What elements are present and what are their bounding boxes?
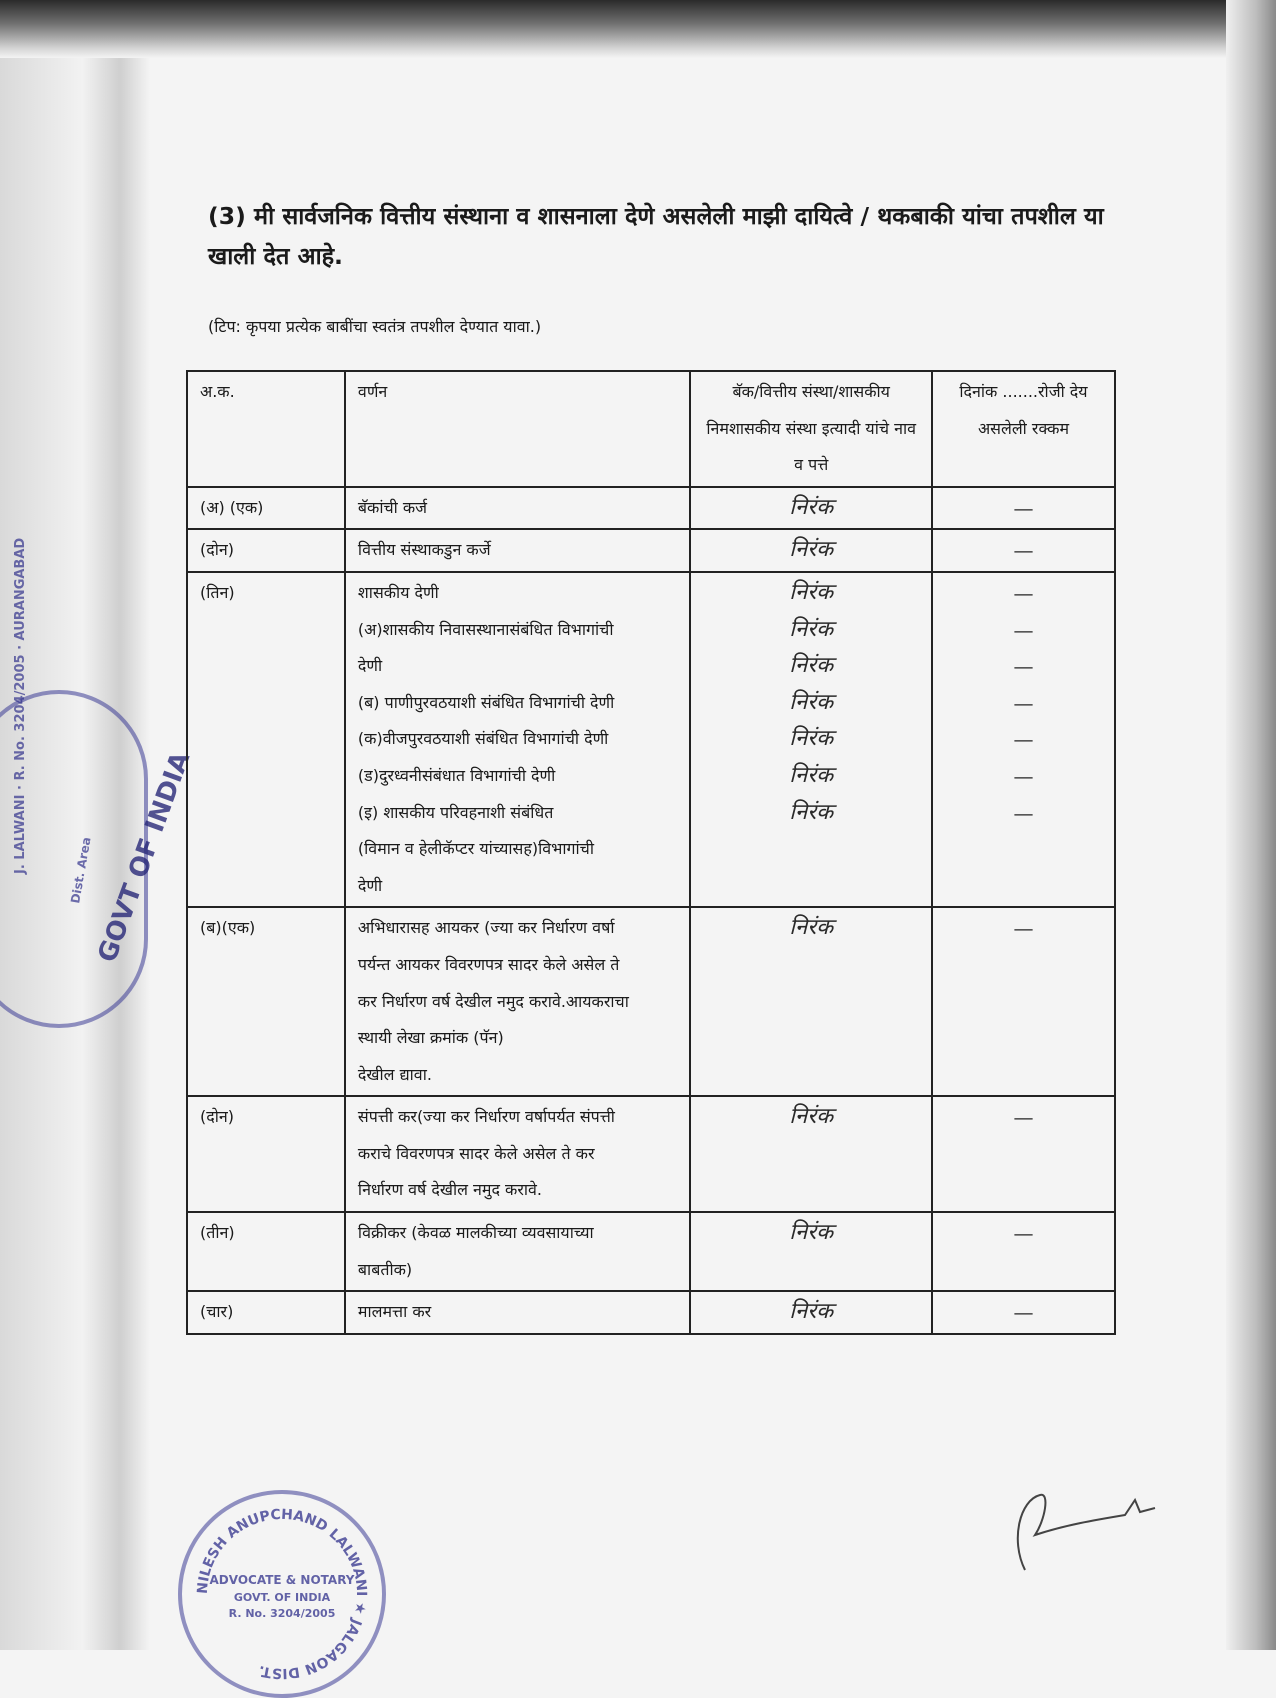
notary-stamp-bottom (178, 1490, 386, 1698)
description-line: बाबतीक) (357, 1259, 413, 1279)
description-line: देणी (357, 656, 383, 676)
row-amount (932, 1212, 1115, 1291)
row-sr: (तीन) (187, 1212, 345, 1291)
handwritten-entry: निरंक (789, 1299, 834, 1325)
handwritten-entry: निरंक (789, 653, 834, 679)
row-institution (690, 1212, 932, 1291)
amount-dash: — (1013, 1221, 1034, 1246)
row-institution (690, 1291, 932, 1334)
amount-dash: — (1013, 617, 1034, 642)
description-line: कराचे विवरणपत्र सादर केले असेल ते कर (357, 1143, 595, 1163)
svg-text:R. No. 3204/2005: R. No. 3204/2005 (228, 1607, 336, 1620)
description-line: (क)वीजपुरवठयाशी संबंधित विभागांची देणी (357, 729, 609, 749)
amount-dash: — (1013, 763, 1034, 788)
table-row (187, 529, 1115, 572)
row-description (345, 487, 691, 530)
amount-dash: — (1013, 580, 1034, 605)
row-institution (690, 907, 932, 1096)
liabilities-table (186, 370, 1116, 1335)
description-line: (इ) शासकीय परिवहनाशी संबंधित (357, 802, 554, 822)
description-line: देणी (357, 875, 383, 895)
handwritten-entry: निरंक (789, 799, 834, 825)
svg-text:ADVOCATE & NOTARY: ADVOCATE & NOTARY (209, 1573, 355, 1587)
table-row (187, 1096, 1115, 1212)
header-institution: बॅक/वित्तीय संस्था/शासकीय निमशासकीय संस्था इत्यादी यांचे नाव व पत्ते (690, 371, 932, 487)
header-amount: दिनांक .......रोजी देय असलेली रक्कम (932, 371, 1115, 487)
svg-text:Dist. Area: Dist. Area (68, 835, 94, 905)
description-line: कर निर्धारण वर्ष देखील नमुद करावे.आयकराचा (357, 991, 629, 1011)
description-line: अभिधारासह आयकर (ज्या कर निर्धारण वर्षा (357, 918, 615, 938)
row-description (345, 1096, 691, 1212)
table-row (187, 1212, 1115, 1291)
table-body (187, 487, 1115, 1334)
amount-dash: — (1013, 727, 1034, 752)
description-line: (ड)दुरध्वनीसंबंधात विभागांची देणी (357, 765, 556, 785)
scan-top-shadow (0, 0, 1276, 58)
description-line: विक्रीकर (केवळ मालकीच्या व्यवसायाच्या (357, 1223, 594, 1243)
signature-mark (1005, 1480, 1205, 1580)
header-sr: अ.क. (187, 371, 345, 487)
header-description: वर्णन (345, 371, 691, 487)
handwritten-entry: निरंक (789, 494, 834, 520)
table-row (187, 572, 1115, 907)
handwritten-entry: निरंक (789, 762, 834, 788)
table-row (187, 1291, 1115, 1334)
row-amount (932, 487, 1115, 530)
row-amount (932, 1096, 1115, 1212)
row-sr: (चार) (187, 1291, 345, 1334)
stamp-left-graphic (0, 537, 197, 1014)
description-line: मालमत्ता कर (357, 1302, 432, 1322)
row-institution (690, 487, 932, 530)
handwritten-entry: निरंक (789, 616, 834, 642)
row-sr: (ब)(एक) (187, 907, 345, 1096)
tip-note: (टिप: कृपया प्रत्येक बाबींचा स्वतंत्र तपशील देण्यात यावा.) (208, 317, 542, 336)
description-line: निर्धारण वर्ष देखील नमुद करावे. (357, 1180, 543, 1200)
description-line: स्थायी लेखा क्रमांक (पॅन) (357, 1028, 504, 1048)
section-heading: (3) मी सार्वजनिक वित्तीय संस्थाना व शासनाला देणे असलेली माझी दायित्वे / थकबाकी यांचा तपशील या खाली देत आहे. (208, 202, 1104, 270)
row-institution (690, 1096, 932, 1212)
amount-dash: — (1013, 800, 1034, 825)
row-amount (932, 907, 1115, 1096)
row-institution (690, 572, 932, 907)
notary-stamp-left (0, 537, 197, 1028)
description-line: वित्तीय संस्थाकडुन कर्जे (357, 540, 491, 560)
row-amount (932, 529, 1115, 572)
amount-dash: — (1013, 495, 1034, 520)
stamp-bottom-graphic (187, 1499, 377, 1689)
amount-dash: — (1013, 1105, 1034, 1130)
row-description (345, 572, 691, 907)
description-line: शासकीय देणी (357, 582, 439, 602)
handwritten-entry: निरंक (789, 726, 834, 752)
handwritten-entry: निरंक (789, 689, 834, 715)
amount-dash: — (1013, 654, 1034, 679)
amount-dash: — (1013, 690, 1034, 715)
handwritten-entry: निरंक (789, 915, 834, 941)
svg-text:NILESH ANUPCHAND LALWANI ★ JAL: NILESH ANUPCHAND LALWANI ★ JALGAON DIST. (194, 1506, 370, 1682)
row-description (345, 529, 691, 572)
row-sr: (अ) (एक) (187, 487, 345, 530)
description-line: देखील द्यावा. (357, 1064, 432, 1084)
row-sr: (दोन) (187, 1096, 345, 1212)
row-description (345, 1291, 691, 1334)
table-row (187, 907, 1115, 1096)
description-line: (अ)शासकीय निवासस्थानासंबंधित विभागांची (357, 619, 614, 639)
table-row (187, 487, 1115, 530)
row-description (345, 907, 691, 1096)
table-header-row (187, 371, 1115, 487)
svg-text:GOVT OF INDIA: GOVT OF INDIA (92, 748, 197, 967)
handwritten-entry: निरंक (789, 1104, 834, 1130)
row-sr: (तिन) (187, 572, 345, 907)
amount-dash: — (1013, 916, 1034, 941)
row-amount (932, 572, 1115, 907)
description-line: बॅकांची कर्ज (357, 497, 428, 517)
description-line: पर्यन्त आयकर विवरणपत्र सादर केले असेल ते (357, 954, 620, 974)
handwritten-entry: निरंक (789, 579, 834, 605)
handwritten-entry: निरंक (789, 1220, 834, 1246)
amount-dash: — (1013, 538, 1034, 563)
row-amount (932, 1291, 1115, 1334)
description-line: संपत्ती कर(ज्या कर निर्धारण वर्षापर्यत संपत्ती (357, 1107, 615, 1127)
description-line: (ब) पाणीपुरवठयाशी संबंधित विभागांची देणी (357, 692, 615, 712)
row-sr: (दोन) (187, 529, 345, 572)
scan-right-shadow (1226, 0, 1276, 1650)
description-line: (विमान व हेलीकॅप्टर यांच्यासह)विभागांची (357, 839, 594, 859)
handwritten-entry: निरंक (789, 537, 834, 563)
row-description (345, 1212, 691, 1291)
svg-text:GOVT. OF INDIA: GOVT. OF INDIA (233, 1591, 331, 1604)
svg-text:J. LALWANI · R. No. 3204/2005: J. LALWANI · R. No. 3204/2005 · AURANGABAD (13, 537, 28, 874)
amount-dash: — (1013, 1300, 1034, 1325)
row-institution (690, 529, 932, 572)
